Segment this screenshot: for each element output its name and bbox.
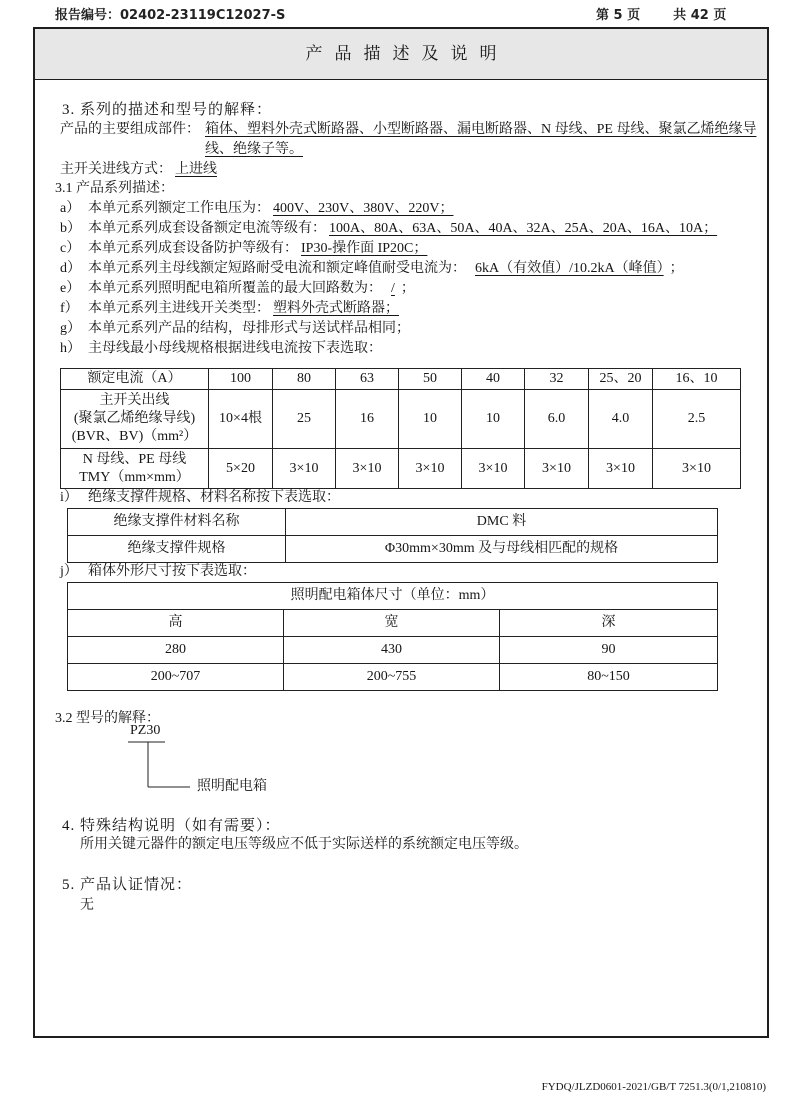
table-header-cell: 63 <box>336 369 399 390</box>
item-marker: a） <box>60 201 81 216</box>
item-label: 本单元系列主进线开关类型： <box>88 301 270 316</box>
report-number: 报告编号：02402-23119C12027-S <box>55 8 286 23</box>
item-label: 本单元系列成套设备防护等级有： <box>88 241 298 256</box>
table-header-cell: 16、10 <box>653 369 741 390</box>
table-cell: 10 <box>399 390 462 449</box>
list-item <box>60 319 410 339</box>
table-header-cell: 宽 <box>284 610 500 637</box>
table-cell: 80~150 <box>500 664 718 691</box>
table-header-cell: 80 <box>273 369 336 390</box>
item-marker: c） <box>60 241 81 256</box>
list-item <box>60 239 427 259</box>
table-cell: 90 <box>500 637 718 664</box>
section-5-heading: 5. 产品认证情况： <box>62 877 193 893</box>
table-row <box>68 536 718 563</box>
table-cell: DMC 料 <box>286 509 718 536</box>
table-cell: 5×20 <box>209 449 273 489</box>
table-header-cell: 额定电流（A） <box>61 369 209 390</box>
table-cell: 绝缘支撑件材料名称 <box>68 509 286 536</box>
table-cell: 3×10 <box>336 449 399 489</box>
components-label: 产品的主要组成部件： <box>60 122 200 137</box>
item-label: 本单元系列照明配电箱所覆盖的最大回路数为： <box>88 281 382 296</box>
item-value: / <box>391 281 395 296</box>
insulator-support-table <box>67 508 718 563</box>
table-cell: Φ30mm×30mm 及与母线相匹配的规格 <box>286 536 718 563</box>
table-row <box>68 637 718 664</box>
row-label-line: (聚氯乙烯绝缘导线) <box>73 411 196 426</box>
row-label-line: 主开关出线 <box>99 393 170 408</box>
list-item <box>60 488 340 508</box>
table-row <box>68 509 718 536</box>
table-header-cell: 32 <box>525 369 589 390</box>
model-meaning: 照明配电箱 <box>197 779 267 794</box>
section-3-2-heading: 3.2 型号的解释： <box>55 711 160 726</box>
list-item <box>60 279 415 299</box>
table-cell: 3×10 <box>462 449 525 489</box>
section-4-heading: 4. 特殊结构说明（如有需要）： <box>62 818 281 834</box>
table-cell: 280 <box>68 637 284 664</box>
enclosure-dimension-table <box>67 582 718 691</box>
table-row <box>61 390 741 449</box>
incoming-line <box>60 160 217 180</box>
item-marker: i） <box>60 490 78 505</box>
incoming-label: 主开关进线方式： <box>60 162 172 177</box>
row-label-cell <box>61 449 209 489</box>
item-value: 塑料外壳式断路器； <box>273 301 399 316</box>
table-cell: 2.5 <box>653 390 741 449</box>
table-cell: 3×10 <box>525 449 589 489</box>
table-row <box>68 610 718 637</box>
page-indicator <box>596 6 726 26</box>
table-title-cell: 照明配电箱体尺寸（单位：mm） <box>68 583 718 610</box>
table-cell: 10×4根 <box>209 390 273 449</box>
item-label: 本单元系列成套设备额定电流等级有： <box>88 221 326 236</box>
table-cell: 3×10 <box>399 449 462 489</box>
table-header-cell: 深 <box>500 610 718 637</box>
item-marker: f） <box>60 301 79 316</box>
section-5-text: 无 <box>80 898 94 913</box>
item-value: 100A、80A、63A、50A、40A、32A、25A、20A、16A、10A； <box>329 221 718 236</box>
list-item <box>60 199 453 219</box>
title-bar <box>35 29 767 80</box>
table-header-cell: 25、20 <box>589 369 653 390</box>
row-label-line: N 母线、PE 母线 <box>82 451 187 467</box>
table-header-cell: 高 <box>68 610 284 637</box>
item-marker: g） <box>60 321 81 336</box>
table-cell: 绝缘支撑件规格 <box>68 536 286 563</box>
item-marker: b） <box>60 221 81 236</box>
table-row <box>61 369 741 390</box>
table-header-cell: 100 <box>209 369 273 390</box>
table-cell: 10 <box>462 390 525 449</box>
form-code-footer: FYDQ/JLZD0601-2021/GB/T 7251.3(0/1,210810) <box>541 1081 766 1093</box>
page-number: 第 5 页 <box>596 8 641 23</box>
table-header-cell: 40 <box>462 369 525 390</box>
table-row <box>68 664 718 691</box>
table-cell: 25 <box>273 390 336 449</box>
table-cell: 4.0 <box>589 390 653 449</box>
item-value: 6kA（有效值）/10.2kA（峰值） <box>475 261 664 276</box>
item-label: 本单元系列产品的结构，母排形式与送试样品相同； <box>88 321 410 336</box>
page-title: 产品描述及说明 <box>305 44 509 63</box>
item-marker: j） <box>60 564 78 579</box>
item-label: 主母线最小母线规格根据进线电流按下表选取： <box>88 341 382 356</box>
section-3-1-heading: 3.1 产品系列描述： <box>55 181 174 196</box>
item-label: 本单元系列主母线额定短路耐受电流和额定峰值耐受电流为： <box>88 261 466 276</box>
item-marker: h） <box>60 341 81 356</box>
row-label-cell <box>61 390 209 449</box>
busbar-spec-table <box>60 368 741 489</box>
item-marker: e） <box>60 281 81 296</box>
row-label-line: TMY（mm×mm） <box>79 469 190 485</box>
item-label: 本单元系列额定工作电压为： <box>88 201 270 216</box>
list-item <box>60 259 684 279</box>
item-marker: d） <box>60 261 81 276</box>
list-item <box>60 339 382 359</box>
item-label: 绝缘支撑件规格、材料名称按下表选取： <box>88 490 340 505</box>
table-header-cell: 50 <box>399 369 462 390</box>
table-cell: 3×10 <box>273 449 336 489</box>
list-item <box>60 299 399 319</box>
table-cell: 3×10 <box>589 449 653 489</box>
table-cell: 200~707 <box>68 664 284 691</box>
model-code: PZ30 <box>130 723 161 738</box>
total-pages: 共 42 页 <box>673 8 727 23</box>
item-suffix: ； <box>400 281 415 296</box>
table-cell: 200~755 <box>284 664 500 691</box>
table-cell: 16 <box>336 390 399 449</box>
components-line <box>60 120 762 160</box>
table-cell: 6.0 <box>525 390 589 449</box>
item-value: IP30-操作面 IP20C； <box>301 241 428 256</box>
table-cell: 430 <box>284 637 500 664</box>
incoming-value: 上进线 <box>175 162 217 177</box>
item-label: 箱体外形尺寸按下表选取： <box>88 564 256 579</box>
item-value: 400V、230V、380V、220V； <box>273 201 454 216</box>
list-item <box>60 219 717 239</box>
row-label-line: (BVR、BV)（mm²） <box>71 429 198 444</box>
section-3-heading: 3. 系列的描述和型号的解释： <box>62 102 273 118</box>
list-item <box>60 562 256 582</box>
table-cell: 3×10 <box>653 449 741 489</box>
components-value-wrap <box>205 120 760 160</box>
item-suffix: ； <box>669 261 684 276</box>
table-row <box>61 449 741 489</box>
section-4-text: 所用关键元器件的额定电压等级应不低于实际送样的系统额定电压等级。 <box>80 837 528 852</box>
model-bracket-lines <box>125 737 195 792</box>
components-value: 箱体、塑料外壳式断路器、小型断路器、漏电断路器、N 母线、PE 母线、聚氯乙烯绝缘导线、绝缘子等。 <box>205 122 757 157</box>
table-row <box>68 583 718 610</box>
